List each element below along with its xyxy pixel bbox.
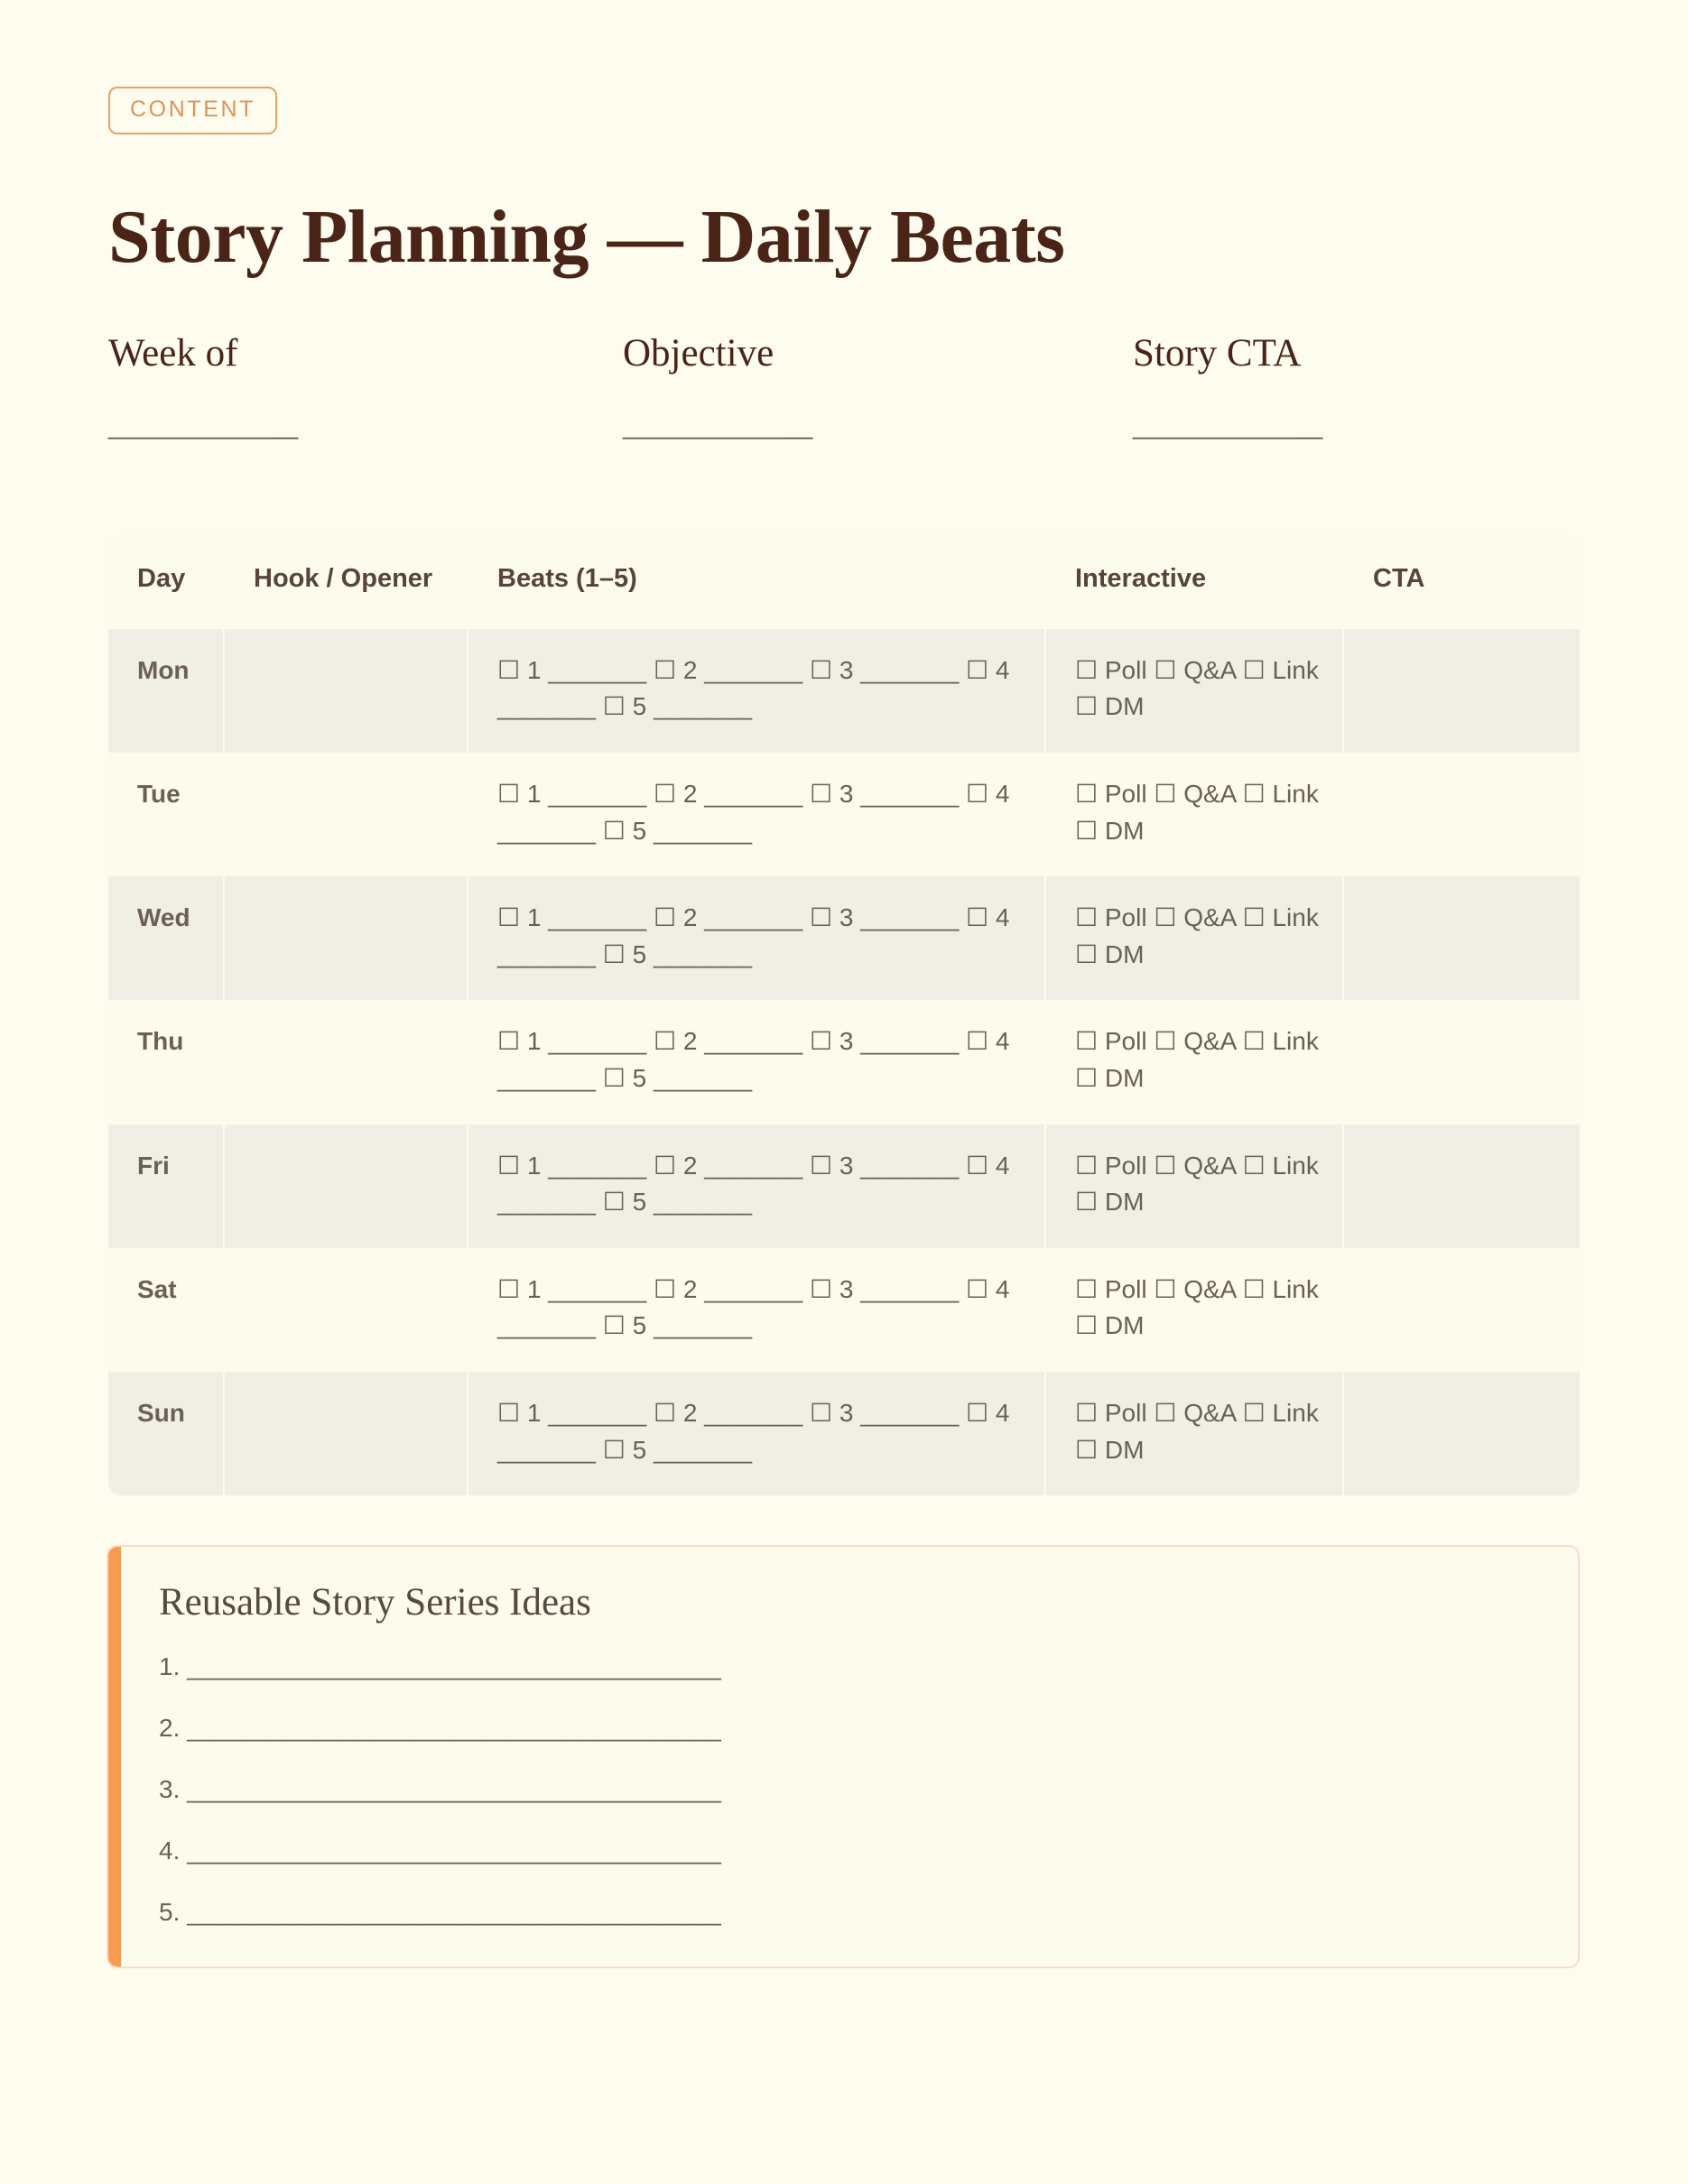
meta-field-week-of (108, 334, 298, 440)
table-row (108, 753, 1580, 876)
hook-opener-input-sat[interactable] (224, 1248, 468, 1372)
meta-label-objective: Objective (623, 332, 774, 375)
cta-input-sun[interactable] (1343, 1372, 1580, 1495)
cta-input-sat[interactable] (1343, 1248, 1580, 1372)
daily-beats-table-container (108, 534, 1580, 1495)
table-row (108, 1372, 1580, 1495)
column-header-interactive: Interactive (1045, 534, 1343, 629)
table-row (108, 1000, 1580, 1124)
table-header (108, 534, 1580, 629)
beats-checklist-thu[interactable]: ☐ 1 _______ ☐ 2 _______ ☐ 3 _______ ☐ 4 _______ ☐ 5 _______ (468, 1000, 1045, 1124)
idea-line-5[interactable]: 5. ______________________________________ (159, 1898, 721, 1927)
meta-field-objective (623, 334, 812, 440)
meta-blank-week-of[interactable]: ______________ (108, 412, 299, 440)
beats-checklist-mon[interactable]: ☐ 1 _______ ☐ 2 _______ ☐ 3 _______ ☐ 4 _______ ☐ 5 _______ (468, 629, 1045, 753)
table-row (108, 1124, 1580, 1248)
day-label-wed: Wed (108, 876, 224, 1000)
reusable-ideas-callout (107, 1545, 1580, 1968)
cta-input-tue[interactable] (1343, 753, 1580, 876)
meta-field-story-cta (1133, 334, 1322, 440)
content-category-badge: CONTENT (108, 87, 277, 134)
idea-line-3[interactable]: 3. ______________________________________ (159, 1775, 721, 1804)
meta-fields-row (108, 334, 1589, 478)
callout-accent-bar (108, 1547, 121, 1967)
hook-opener-input-thu[interactable] (224, 1000, 468, 1124)
interactive-checklist-fri[interactable]: ☐ Poll ☐ Q&A ☐ Link ☐ DM (1045, 1124, 1343, 1248)
meta-blank-objective[interactable]: ______________ (623, 412, 813, 440)
hook-opener-input-mon[interactable] (224, 629, 468, 753)
idea-line-4[interactable]: 4. ______________________________________ (159, 1837, 721, 1865)
table-row (108, 629, 1580, 753)
interactive-checklist-wed[interactable]: ☐ Poll ☐ Q&A ☐ Link ☐ DM (1045, 876, 1343, 1000)
page-title: Story Planning — Daily Beats (108, 195, 1065, 280)
interactive-checklist-sat[interactable]: ☐ Poll ☐ Q&A ☐ Link ☐ DM (1045, 1248, 1343, 1372)
idea-line-2[interactable]: 2. ______________________________________ (159, 1714, 721, 1743)
interactive-checklist-sun[interactable]: ☐ Poll ☐ Q&A ☐ Link ☐ DM (1045, 1372, 1343, 1495)
column-header-beats: Beats (1–5) (468, 534, 1045, 629)
day-label-mon: Mon (108, 629, 224, 753)
cta-input-fri[interactable] (1343, 1124, 1580, 1248)
table-row (108, 1248, 1580, 1372)
table-header-row (108, 534, 1580, 629)
meta-blank-story-cta[interactable]: ______________ (1133, 412, 1323, 440)
interactive-checklist-thu[interactable]: ☐ Poll ☐ Q&A ☐ Link ☐ DM (1045, 1000, 1343, 1124)
callout-content (108, 1581, 1578, 1925)
daily-beats-table (108, 534, 1580, 1495)
column-header-hook-opener: Hook / Opener (224, 534, 468, 629)
day-label-sun: Sun (108, 1372, 224, 1495)
beats-checklist-fri[interactable]: ☐ 1 _______ ☐ 2 _______ ☐ 3 _______ ☐ 4 _______ ☐ 5 _______ (468, 1124, 1045, 1248)
callout-title: Reusable Story Series Ideas (159, 1581, 591, 1624)
cta-input-wed[interactable] (1343, 876, 1580, 1000)
column-header-cta: CTA (1343, 534, 1580, 629)
interactive-checklist-tue[interactable]: ☐ Poll ☐ Q&A ☐ Link ☐ DM (1045, 753, 1343, 876)
hook-opener-input-wed[interactable] (224, 876, 468, 1000)
hook-opener-input-tue[interactable] (224, 753, 468, 876)
cta-input-mon[interactable] (1343, 629, 1580, 753)
table-body (108, 629, 1580, 1495)
table-row (108, 876, 1580, 1000)
day-label-sat: Sat (108, 1248, 224, 1372)
interactive-checklist-mon[interactable]: ☐ Poll ☐ Q&A ☐ Link ☐ DM (1045, 629, 1343, 753)
beats-checklist-tue[interactable]: ☐ 1 _______ ☐ 2 _______ ☐ 3 _______ ☐ 4 _______ ☐ 5 _______ (468, 753, 1045, 876)
day-label-tue: Tue (108, 753, 224, 876)
beats-checklist-wed[interactable]: ☐ 1 _______ ☐ 2 _______ ☐ 3 _______ ☐ 4 _______ ☐ 5 _______ (468, 876, 1045, 1000)
meta-label-story-cta: Story CTA (1133, 332, 1302, 375)
idea-line-1[interactable]: 1. ______________________________________ (159, 1652, 721, 1681)
beats-checklist-sat[interactable]: ☐ 1 _______ ☐ 2 _______ ☐ 3 _______ ☐ 4 _______ ☐ 5 _______ (468, 1248, 1045, 1372)
cta-input-thu[interactable] (1343, 1000, 1580, 1124)
day-label-thu: Thu (108, 1000, 224, 1124)
hook-opener-input-fri[interactable] (224, 1124, 468, 1248)
hook-opener-input-sun[interactable] (224, 1372, 468, 1495)
beats-checklist-sun[interactable]: ☐ 1 _______ ☐ 2 _______ ☐ 3 _______ ☐ 4 _______ ☐ 5 _______ (468, 1372, 1045, 1495)
meta-label-week-of: Week of (108, 332, 238, 375)
column-header-day: Day (108, 534, 224, 629)
day-label-fri: Fri (108, 1124, 224, 1248)
